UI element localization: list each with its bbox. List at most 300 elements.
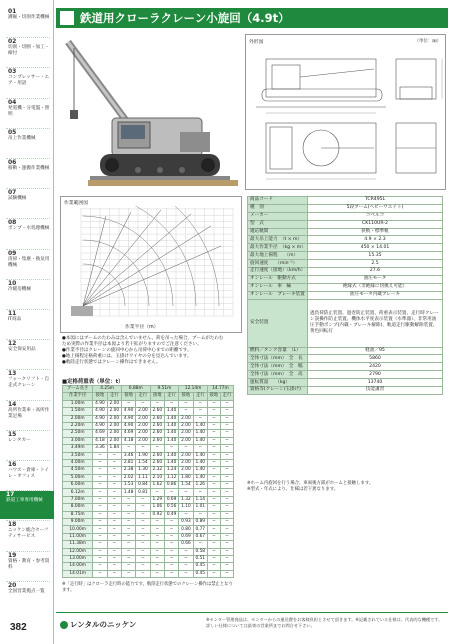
sidebar-item-03[interactable] — [2, 68, 52, 96]
working-range-xlabel: 作業半径（m） — [125, 325, 159, 330]
load-cell: − — [93, 504, 107, 511]
load-cell: − — [121, 526, 135, 533]
sidebar-item-17[interactable] — [0, 491, 54, 519]
load-cell: − — [107, 452, 121, 459]
load-cell: − — [179, 570, 193, 577]
load-cell: − — [93, 452, 107, 459]
load-cell: 1.54 — [179, 482, 193, 489]
outline-drawing-panel — [245, 34, 446, 190]
load-cell: − — [150, 445, 164, 452]
spec-note: ※型式・年式により、仕様は若干異なります。 — [247, 487, 339, 492]
spec-row — [248, 220, 443, 228]
load-cell: − — [207, 408, 220, 415]
spec-row — [248, 244, 443, 252]
load-cell: − — [150, 555, 164, 562]
radius-cell: 13.00m — [63, 555, 93, 562]
load-cell: − — [93, 467, 107, 474]
spec-key: 最大作業半径 （kg × m） — [248, 244, 308, 252]
load-cell: 1.40 — [164, 430, 178, 437]
load-cell: − — [220, 555, 233, 562]
load-cell: − — [121, 563, 135, 570]
load-cell: − — [220, 408, 233, 415]
load-cell: 1.01 — [193, 504, 207, 511]
load-cell: 1.14 — [193, 496, 207, 503]
sidebar-item-label: 安全保安用品 — [8, 347, 36, 353]
sidebar-item-number: 02 — [8, 38, 17, 46]
sidebar-item-number: 05 — [8, 128, 17, 136]
load-cell: − — [207, 496, 220, 503]
load-cell: − — [150, 548, 164, 555]
load-cell: − — [220, 548, 233, 555]
load-cell: 1.80 — [179, 474, 193, 481]
load-cell: − — [121, 548, 135, 555]
load-cell: − — [207, 422, 220, 429]
load-cell: − — [136, 519, 150, 526]
sidebar-divider — [6, 279, 50, 280]
load-cell: 0.45 — [193, 570, 207, 577]
load-cell: 4.69 — [121, 430, 135, 437]
spec-table — [247, 196, 443, 395]
sidebar-item-label: 切削・切断・加工・締付 — [8, 45, 50, 57]
load-cell: − — [93, 570, 107, 577]
radius-cell: 4.50m — [63, 467, 93, 474]
load-cell: − — [150, 533, 164, 540]
load-cell: − — [220, 526, 233, 533]
spec-value: 27.6 — [308, 268, 443, 276]
load-cell: 4.90 — [121, 408, 135, 415]
sidebar-divider — [6, 520, 50, 521]
load-cell: − — [220, 504, 233, 511]
load-cell: − — [220, 474, 233, 481]
load-cell: 1.40 — [193, 422, 207, 429]
load-cell: − — [220, 533, 233, 540]
load-cell: 2.00 — [136, 415, 150, 422]
outline-drawing — [246, 47, 445, 187]
load-cell: − — [179, 555, 193, 562]
load-cell: 2.00 — [179, 467, 193, 474]
spec-row — [248, 387, 443, 395]
load-cell: 1.40 — [164, 459, 178, 466]
load-cell: 2.81 — [121, 459, 135, 466]
spec-row — [248, 347, 443, 355]
load-cell: 2.00 — [136, 437, 150, 444]
load-cell: 4.90 — [93, 408, 107, 415]
spec-value: 2.5 — [308, 260, 443, 268]
spec-row — [248, 268, 443, 276]
spec-row — [248, 228, 443, 236]
sidebar-item-07[interactable] — [2, 189, 52, 217]
sidebar-divider — [6, 67, 50, 68]
load-cell: − — [207, 541, 220, 548]
sidebar-item-16[interactable] — [2, 461, 52, 489]
table-row — [63, 519, 234, 526]
table-row — [63, 555, 234, 562]
load-cell: − — [121, 519, 135, 526]
load-cell: 1.54 — [136, 459, 150, 466]
load-cell: − — [179, 408, 193, 415]
load-cell: 1.40 — [193, 437, 207, 444]
load-cell: − — [207, 489, 220, 496]
load-cell: − — [193, 445, 207, 452]
sidebar-item-04[interactable] — [2, 99, 52, 127]
sidebar-divider — [6, 188, 50, 189]
sidebar-item-number: 09 — [8, 249, 17, 257]
spec-key: 全体寸法（mm） 全 長 — [248, 355, 308, 363]
load-cell: − — [93, 459, 107, 466]
sidebar-item-number: 06 — [8, 159, 17, 166]
load-cell: 2.60 — [150, 430, 164, 437]
load-cell: 2.60 — [150, 437, 164, 444]
load-cell: 1.40 — [193, 467, 207, 474]
sidebar-item-08[interactable] — [2, 219, 52, 247]
load-cell: 1.84 — [107, 445, 121, 452]
load-cell: − — [93, 548, 107, 555]
load-cell: − — [220, 482, 233, 489]
load-cell: − — [164, 555, 178, 562]
sidebar-divider — [6, 37, 50, 38]
spec-row — [248, 379, 443, 387]
sidebar-item-05[interactable] — [2, 129, 52, 157]
sidebar-divider — [6, 98, 50, 99]
sidebar-item-label: ニッケン総合セーフティサービス — [8, 528, 49, 540]
radius-cell: 8.00m — [63, 504, 93, 511]
sidebar-item-label: ポンプ・水処理機械 — [8, 226, 50, 232]
footer-note: ※センター管理商品は、センターからの運送費をお客様負担とさせて頂きます。※記載されている仕様は、代表的な機種です。詳しい仕様については最寄の営業所までお問合せ下さい。 — [206, 617, 443, 628]
sidebar-item-label: 資格・教育・参考資料 — [8, 558, 50, 570]
load-cell: 0.89 — [193, 519, 207, 526]
load-subheader: 走行 — [164, 393, 178, 400]
table-row — [63, 496, 234, 503]
sidebar-divider — [6, 158, 50, 159]
spec-value: 絶縁式（非絶縁に切換え可能） — [308, 283, 443, 291]
sidebar-divider — [6, 400, 50, 401]
sidebar-item-02[interactable] — [2, 38, 52, 66]
table-row — [63, 408, 234, 415]
spec-key: オンレール 車 輪 — [248, 283, 308, 291]
table-row — [63, 467, 234, 474]
sidebar-item-label: 冷暖房機械 — [8, 286, 31, 292]
load-cell: 1.40 — [164, 437, 178, 444]
load-cell: − — [136, 541, 150, 548]
load-cell: 0.58 — [193, 548, 207, 555]
sidebar-divider — [6, 249, 50, 250]
radius-cell: 11.38m — [63, 541, 93, 548]
table-row — [63, 445, 234, 452]
load-cell: − — [179, 489, 193, 496]
load-cell: − — [107, 548, 121, 555]
load-cell: − — [220, 496, 233, 503]
load-cell: − — [220, 511, 233, 518]
spec-row — [248, 197, 443, 205]
load-cell: − — [220, 563, 233, 570]
load-cell: 1.40 — [164, 415, 178, 422]
sidebar-item-label: 高所作業車・高所作業足場 — [8, 407, 50, 419]
load-cell: 2.60 — [150, 459, 164, 466]
radius-cell: 8.75m — [63, 511, 93, 518]
load-cell: 1.11 — [136, 474, 150, 481]
load-cell: − — [207, 555, 220, 562]
load-subheader: 走行 — [193, 393, 207, 400]
load-cell: 1.26 — [193, 482, 207, 489]
logo-mark-icon — [60, 621, 68, 629]
title-square-icon — [60, 11, 74, 25]
table-row — [63, 430, 234, 437]
sidebar-divider — [6, 430, 50, 431]
sidebar-divider — [6, 309, 50, 310]
load-cell: − — [107, 474, 121, 481]
load-cell: − — [93, 511, 107, 518]
spec-value: 油圧モータ — [308, 275, 443, 283]
load-cell: − — [150, 541, 164, 548]
load-cell: 0.80 — [179, 526, 193, 533]
load-cell: 0.67 — [193, 533, 207, 540]
load-cell: − — [136, 511, 150, 518]
page-footer — [56, 612, 448, 638]
load-cell: − — [150, 563, 164, 570]
load-cell: 2.00 — [179, 452, 193, 459]
note-line: ●本図にはブームのたわみは含んでいません。荷を吊った場合、ブームがたわむため実際の作業半径は本図より若干拡がりますのでご注意ください。 — [62, 336, 224, 348]
load-cell: − — [136, 533, 150, 540]
load-cell: 4.18 — [121, 437, 135, 444]
load-cell: 4.90 — [93, 415, 107, 422]
company-logo — [60, 619, 136, 630]
spec-key: 商品コード — [248, 197, 308, 205]
load-cell: − — [93, 496, 107, 503]
load-cell: − — [164, 533, 178, 540]
table-row — [63, 489, 234, 496]
sidebar-item-label: 清掃・集塵・換気用機械 — [8, 256, 50, 268]
load-cell: − — [150, 400, 164, 407]
load-cell: − — [150, 526, 164, 533]
load-cell: − — [121, 570, 135, 577]
page-number: 382 — [10, 622, 27, 633]
load-cell: − — [207, 570, 220, 577]
load-cell: − — [136, 400, 150, 407]
radius-cell: 9.00m — [63, 519, 93, 526]
load-cell: 2.00 — [179, 415, 193, 422]
spec-key: 全体寸法（mm） 全 幅 — [248, 363, 308, 371]
load-subheader: 接地 — [93, 393, 107, 400]
load-cell: 3.46 — [121, 452, 135, 459]
table-row — [63, 541, 234, 548]
load-cell: 2.10 — [150, 474, 164, 481]
spec-row — [248, 260, 443, 268]
sidebar-item-13[interactable] — [2, 370, 52, 398]
sidebar-item-09[interactable] — [2, 250, 52, 278]
load-cell: − — [93, 519, 107, 526]
load-cell: − — [93, 482, 107, 489]
radius-cell: 14.00m — [63, 563, 93, 570]
load-cell: − — [207, 482, 220, 489]
load-cell: 2.00 — [107, 408, 121, 415]
radius-cell: 5.00m — [63, 474, 93, 481]
boom-length-col: 4.25m — [93, 386, 122, 393]
load-cell: − — [107, 570, 121, 577]
logo-text: レンタルのニッケン — [70, 620, 137, 629]
sidebar-divider — [6, 460, 50, 461]
load-cell: 0.69 — [179, 533, 193, 540]
load-cell: − — [150, 519, 164, 526]
radius-cell: 7.00m — [63, 496, 93, 503]
load-cell: 0.93 — [179, 519, 193, 526]
load-cell: 0.81 — [136, 489, 150, 496]
load-cell: − — [179, 511, 193, 518]
sidebar-item-18[interactable] — [2, 521, 52, 549]
load-cell: 0.77 — [193, 526, 207, 533]
table-row — [63, 437, 234, 444]
sidebar-item-number: 04 — [8, 98, 17, 106]
sidebar-item-01[interactable] — [2, 8, 52, 36]
load-cell: 1.40 — [193, 474, 207, 481]
spec-key: 型 式 — [248, 220, 308, 228]
load-cell: 1.40 — [193, 430, 207, 437]
spec-value: TCR495L — [308, 197, 443, 205]
load-cell: − — [220, 445, 233, 452]
load-cell: − — [207, 504, 220, 511]
sidebar-item-number: 13 — [8, 370, 17, 378]
load-cell: 4.90 — [121, 422, 135, 429]
spec-value: 4.9 × 2.3 — [308, 236, 443, 244]
spec-value: 5860 — [308, 355, 443, 363]
load-cell: − — [179, 400, 193, 407]
radius-cell: 14.01m — [63, 570, 93, 577]
load-cell: 1.53 — [121, 482, 135, 489]
load-subheader: 接地 — [150, 393, 164, 400]
load-cell: − — [93, 474, 107, 481]
load-cell: − — [136, 504, 150, 511]
spec-value: 油圧モータ内蔵ブレーキ — [308, 291, 443, 299]
radius-cell: 1.00m — [63, 400, 93, 407]
load-cell: − — [207, 445, 220, 452]
load-cell: − — [207, 459, 220, 466]
boom-length-header: ブーム長さ — [63, 386, 93, 393]
sidebar-item-label: 鉄道工事専用機械 — [6, 498, 43, 504]
sidebar-divider — [6, 339, 50, 340]
sidebar-item-12[interactable] — [2, 340, 52, 368]
load-cell: − — [107, 467, 121, 474]
load-cell: 2.60 — [150, 415, 164, 422]
spec-value: 軽油／95 — [308, 347, 443, 355]
spec-value: 狭軌・標準軌 — [308, 228, 443, 236]
sidebar-item-number: 11 — [8, 310, 17, 317]
load-cell: − — [121, 541, 135, 548]
sidebar-item-15[interactable] — [2, 431, 52, 459]
spec-row — [248, 371, 443, 379]
radius-cell: 2.00m — [63, 415, 93, 422]
radius-cell: 11.00m — [63, 533, 93, 540]
sidebar-item-number: 20 — [8, 581, 17, 589]
load-cell: − — [207, 474, 220, 481]
load-cell: − — [107, 519, 121, 526]
load-cell: − — [121, 400, 135, 407]
sidebar-divider — [6, 581, 50, 582]
load-cell: − — [207, 467, 220, 474]
sidebar-item-20[interactable] — [2, 582, 52, 610]
radius-cell: 3.50m — [63, 452, 93, 459]
load-cell: − — [220, 437, 233, 444]
boom-length-col: 9.51m — [150, 386, 179, 393]
load-cell: 1.48 — [121, 489, 135, 496]
load-cell: − — [121, 555, 135, 562]
load-subheader: 作業半径 — [63, 393, 93, 400]
spec-key: 最大地上揚程 （m） — [248, 252, 308, 260]
load-cell: − — [93, 563, 107, 570]
sidebar-item-19[interactable] — [2, 552, 52, 580]
table-row — [63, 548, 234, 555]
sidebar-item-10[interactable] — [2, 280, 52, 308]
working-range-panel — [60, 196, 242, 333]
load-cell: − — [220, 422, 233, 429]
spec-value: 13740 — [308, 379, 443, 387]
sidebar-item-06[interactable] — [2, 159, 52, 187]
load-cell: − — [107, 459, 121, 466]
sidebar-item-number: 12 — [8, 340, 17, 348]
load-cell: − — [220, 400, 233, 407]
sidebar-item-14[interactable] — [2, 401, 52, 429]
sidebar-item-label: IT商品 — [8, 317, 22, 322]
load-cell: 0.51 — [193, 555, 207, 562]
table-row — [63, 474, 234, 481]
spec-row — [248, 355, 443, 363]
load-cell: 1.12 — [164, 474, 178, 481]
load-cell: 2.00 — [136, 408, 150, 415]
load-cell: − — [93, 555, 107, 562]
load-cell: 0.56 — [164, 504, 178, 511]
load-cell: − — [121, 511, 135, 518]
load-cell: − — [164, 400, 178, 407]
load-cell: − — [136, 445, 150, 452]
load-cell: − — [207, 452, 220, 459]
spec-key: 運転質量 （kg） — [248, 379, 308, 387]
sidebar-divider — [6, 490, 50, 491]
table-row — [63, 452, 234, 459]
spec-row — [248, 236, 443, 244]
load-cell: 2.32 — [150, 467, 164, 474]
spec-row — [248, 252, 443, 260]
load-cell: − — [207, 548, 220, 555]
load-cell: 2.38 — [121, 467, 135, 474]
load-cell: 0.84 — [136, 482, 150, 489]
category-sidebar — [0, 0, 54, 644]
radius-cell: 6.00m — [63, 482, 93, 489]
load-cell: 1.40 — [164, 422, 178, 429]
sidebar-divider — [6, 369, 50, 370]
sidebar-item-label: コンプレッサー・エア・用語 — [8, 75, 50, 87]
load-cell: − — [207, 563, 220, 570]
radius-cell: 2.50m — [63, 430, 93, 437]
load-table-footnote: ※「走行時」はクローラ走行時の能力です。軌陸走行状態でのクレーン操作は禁止となります。 — [62, 582, 233, 593]
spec-row — [248, 212, 443, 220]
load-cell: − — [179, 548, 193, 555]
sidebar-item-number: 18 — [8, 521, 17, 529]
load-cell: 2.00 — [136, 422, 150, 429]
load-cell: − — [164, 489, 178, 496]
load-cell: − — [136, 555, 150, 562]
sidebar-item-number: 10 — [8, 279, 17, 287]
rated-load-table — [62, 385, 234, 578]
load-cell: − — [121, 496, 135, 503]
table-row — [63, 400, 234, 407]
table-row — [63, 504, 234, 511]
load-cell: 2.60 — [150, 452, 164, 459]
load-cell: 2.60 — [150, 422, 164, 429]
sidebar-item-11[interactable] — [2, 310, 52, 338]
table-row — [63, 533, 234, 540]
load-cell: 2.00 — [107, 422, 121, 429]
load-cell: 0.86 — [164, 482, 178, 489]
load-cell: − — [220, 452, 233, 459]
radius-cell: 6.12m — [63, 489, 93, 496]
